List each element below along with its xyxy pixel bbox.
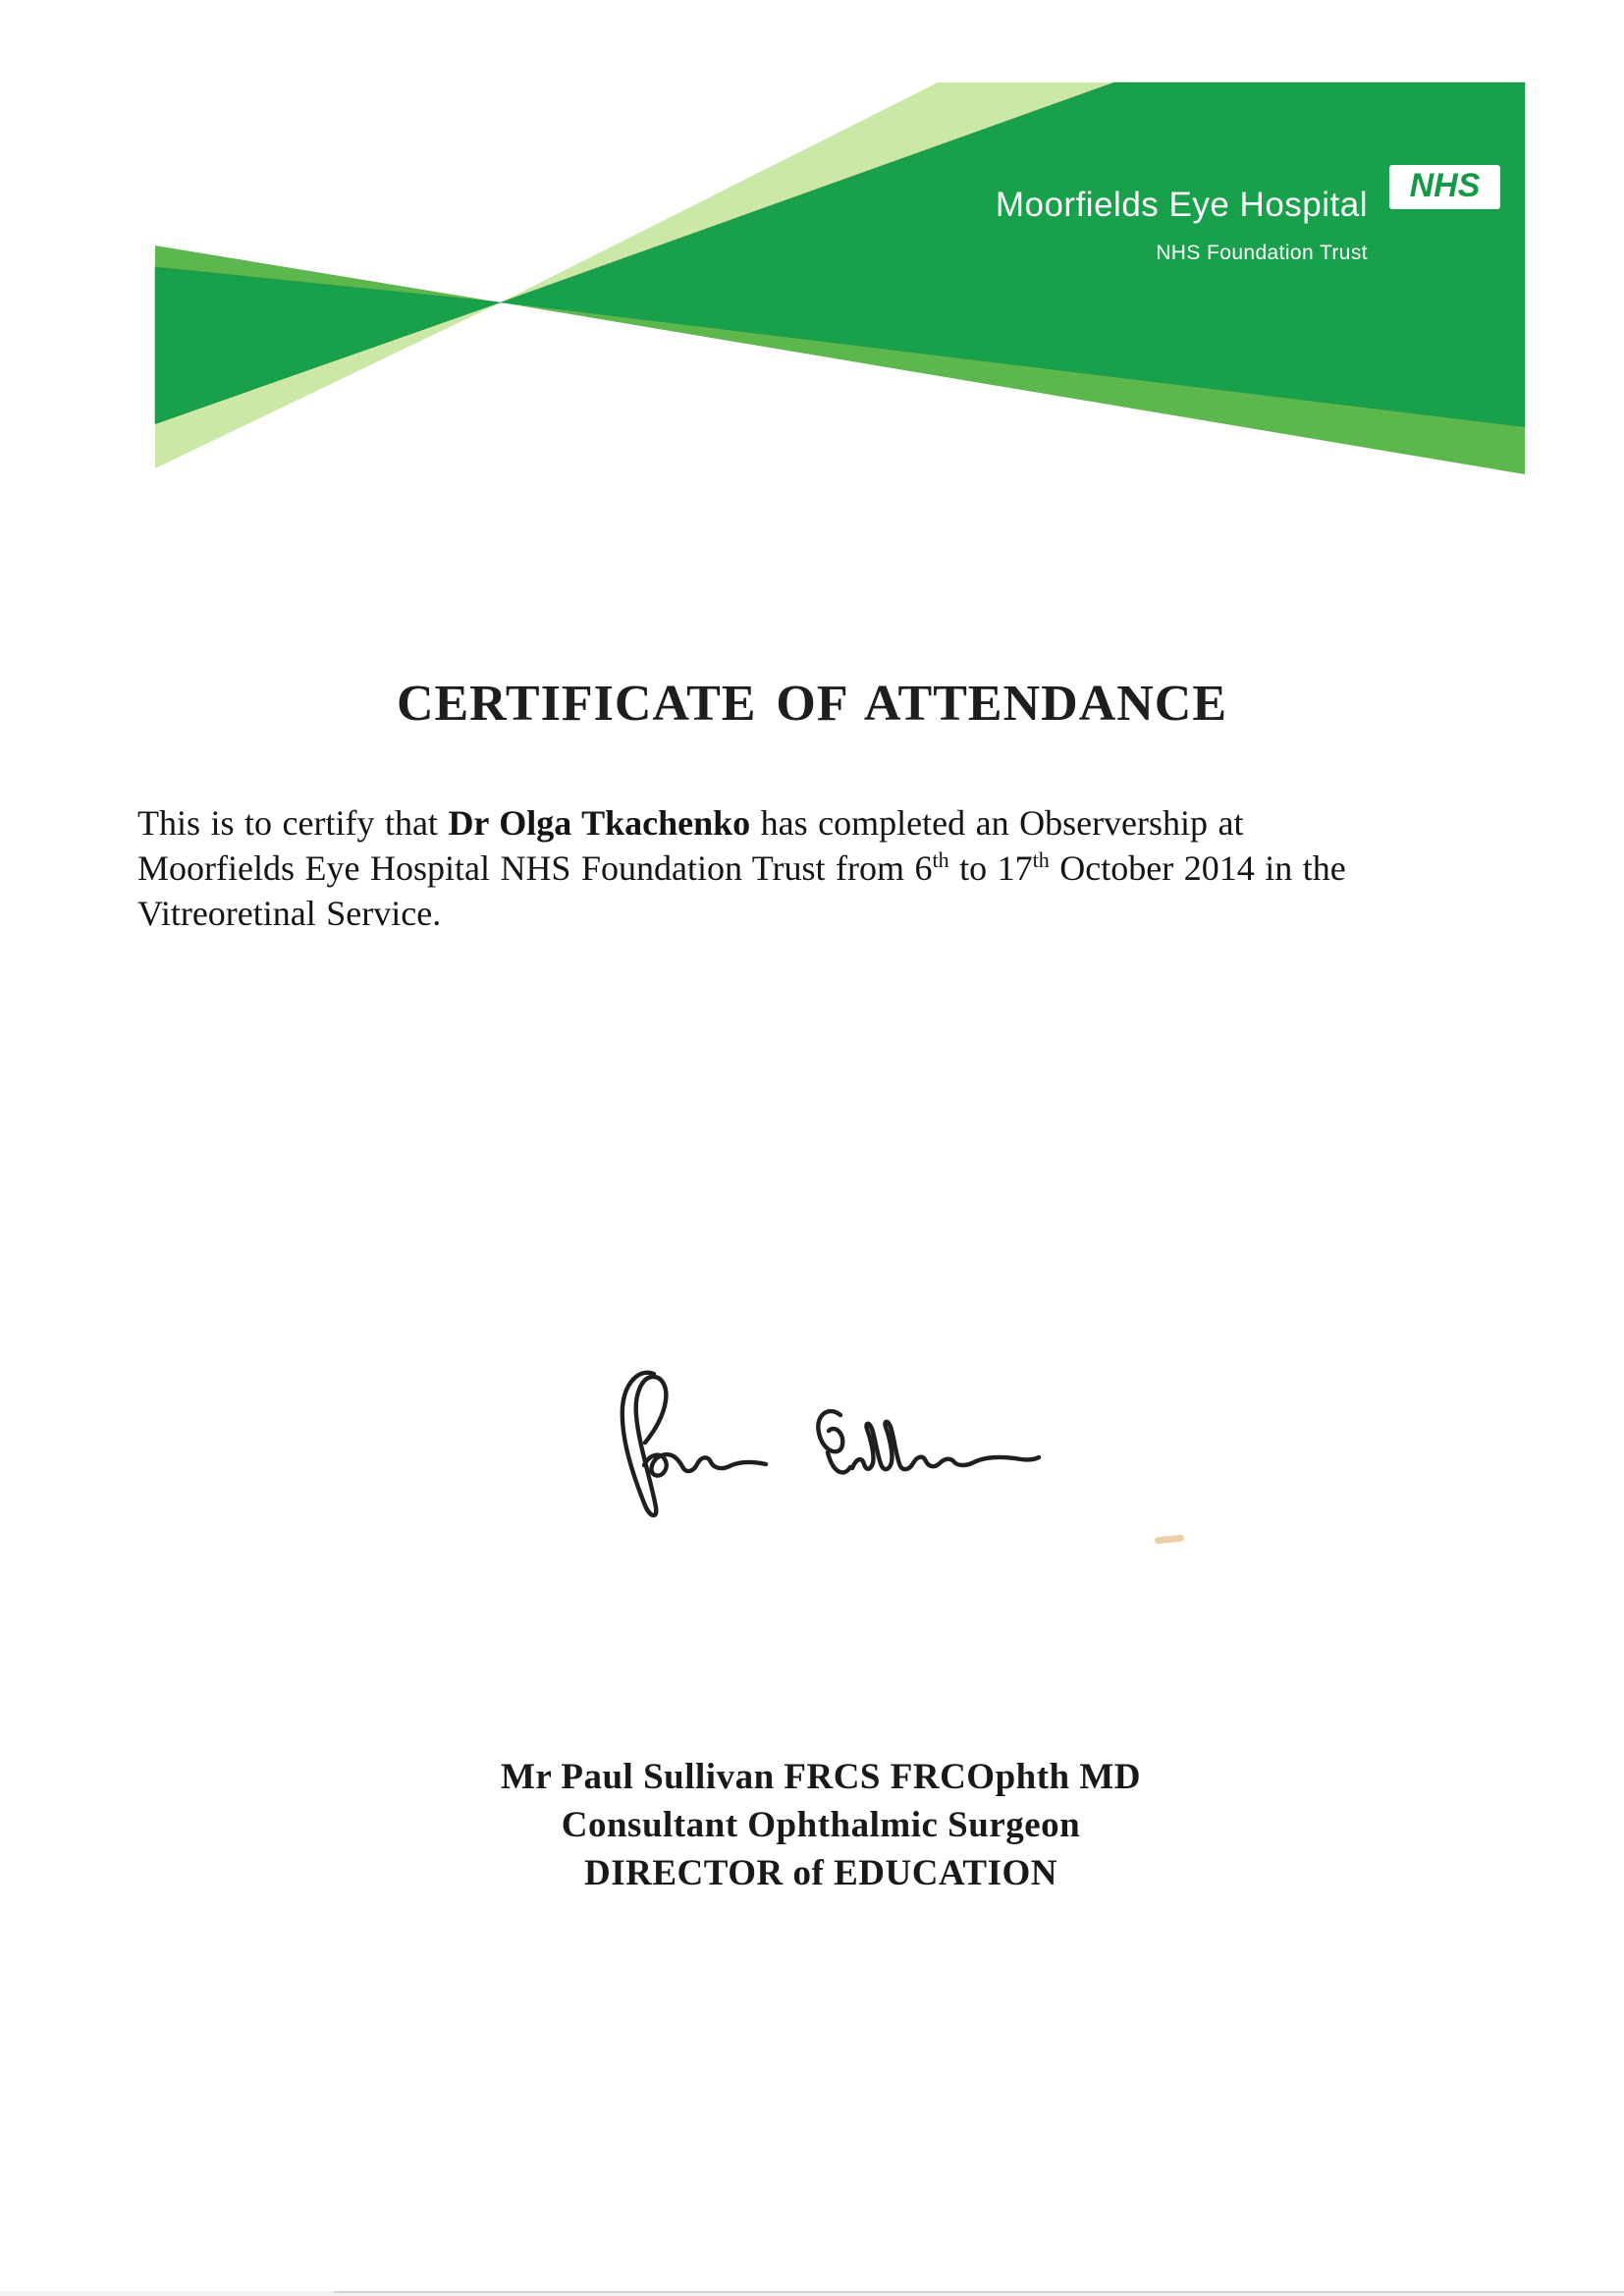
scan-smudge-artifact [1155, 1534, 1185, 1544]
body-line3: Vitreoretinal Service. [137, 894, 442, 933]
signatory-block [18, 1753, 1624, 1897]
hospital-name: Moorfields Eye Hospital [995, 186, 1368, 224]
signatory-role: Consultant Ophthalmic Surgeon [561, 1805, 1081, 1845]
certificate-body [137, 800, 1512, 936]
body-line2-b: to 17 [948, 848, 1033, 888]
header-banner-graphic [0, 0, 1624, 491]
recipient-name: Dr Olga Tkachenko [448, 803, 751, 843]
certificate-title: CERTIFICATE OF ATTENDANCE [396, 676, 1228, 732]
body-line-2 [137, 846, 1512, 891]
body-line2-c: October 2014 in the [1049, 848, 1346, 888]
signatory-title: DIRECTOR of EDUCATION [584, 1853, 1057, 1893]
body-line2-a: Moorfields Eye Hospital NHS Foundation Trust from 6 [137, 848, 933, 888]
body-line1-post: has completed an Observership at [750, 803, 1244, 843]
body-line1-pre: This is to certify that [137, 803, 449, 843]
signature-scribble [589, 1360, 1060, 1542]
nhs-logo: NHS [1389, 165, 1500, 209]
banner-left-dark-triangle [155, 267, 501, 424]
body-line-1 [137, 800, 1512, 846]
body-line-3 [137, 891, 1512, 936]
ordinal-suffix-17th: th [1032, 847, 1050, 872]
signatory-name: Mr Paul Sullivan FRCS FRCOphth MD [500, 1757, 1142, 1797]
trust-name: NHS Foundation Trust [1156, 242, 1368, 264]
scan-edge-line [334, 2291, 1624, 2293]
ordinal-suffix-6th: th [932, 847, 949, 872]
